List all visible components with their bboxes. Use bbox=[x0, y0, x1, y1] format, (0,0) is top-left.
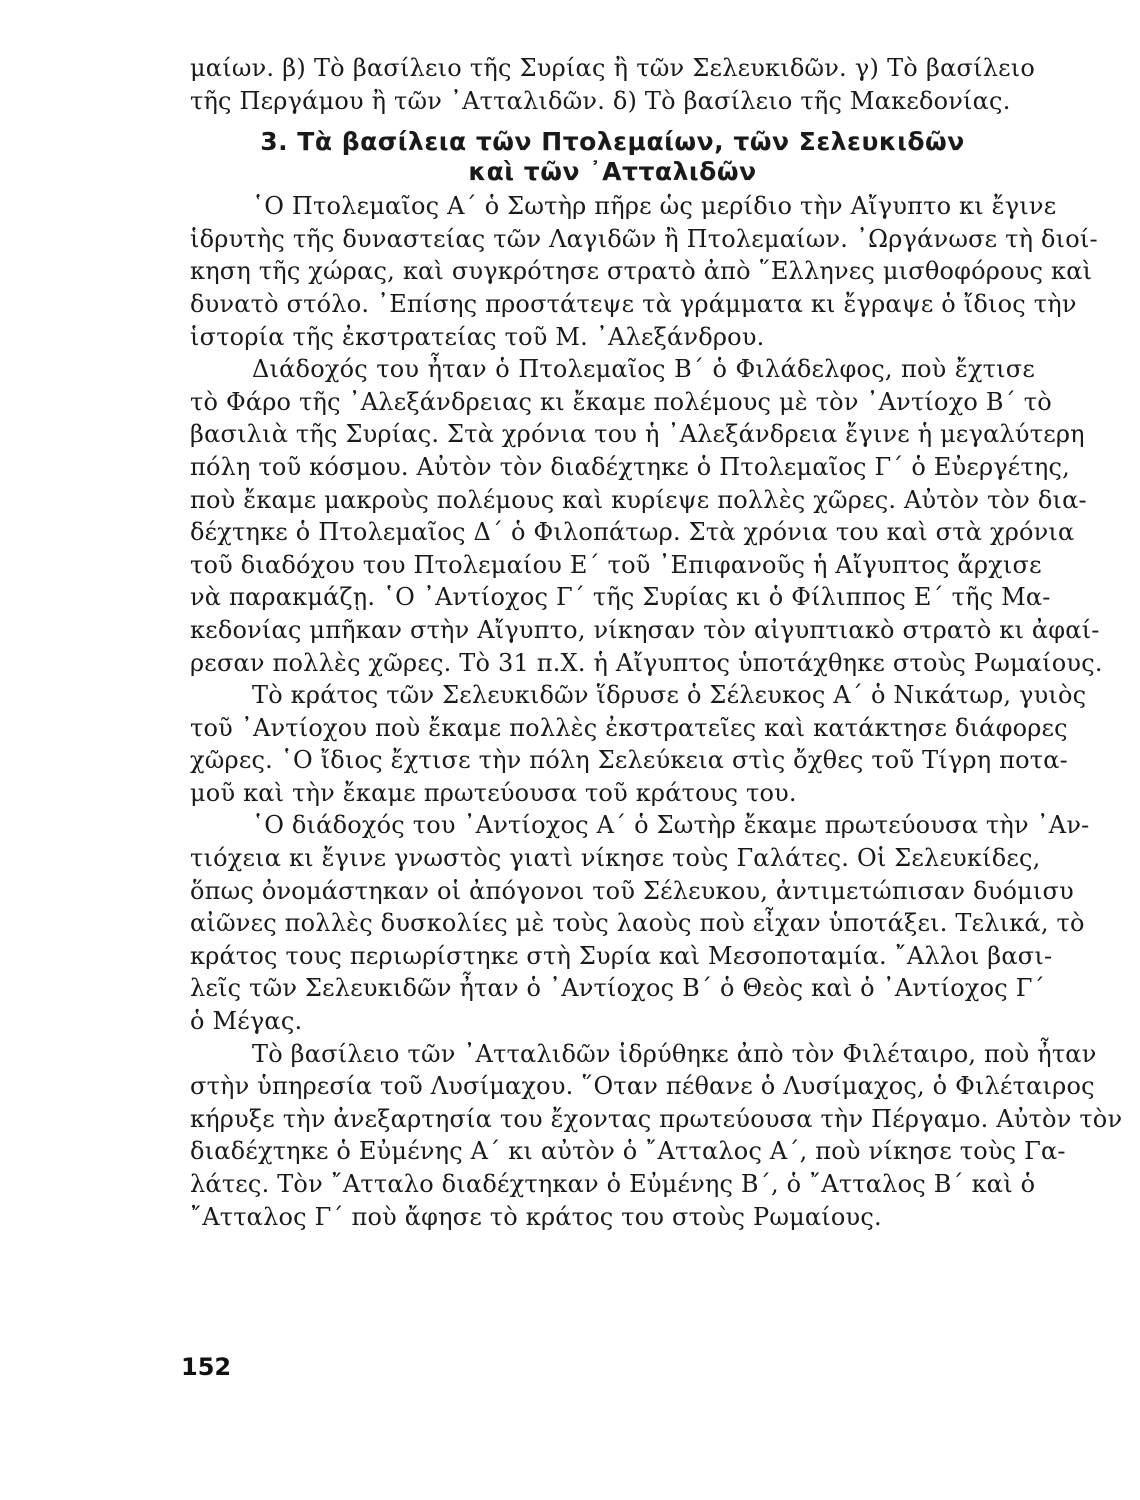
text-line: δυνατὸ στόλο. ᾿Επίσης προστάτεψε τὰ γράμματα κι ἔγραψε ὁ ἴδιος τὴν bbox=[190, 289, 1077, 318]
text-line: τοῦ διαδόχου του Πτολεμαίου Ε΄ τοῦ ᾿Επιφανοῦς ἡ Αἴγυπτος ἄρχισε bbox=[190, 550, 1042, 579]
text-line: χῶρες. ῾Ο ἴδιος ἔχτισε τὴν πόλη Σελεύκεια στὶς ὄχθες τοῦ Τίγρη ποτα- bbox=[190, 746, 1068, 775]
text-line: ῾Ο Πτολεμαῖος Α΄ ὁ Σωτὴρ πῆρε ὡς μερίδιο τὴν Αἴγυπτο κι ἔγινε bbox=[252, 192, 1057, 221]
text-line: ῎Ατταλος Γ΄ ποὺ ἄφησε τὸ κράτος του στοὺς Ρωμαίους. bbox=[190, 1202, 882, 1231]
text-line: λάτες. Τὸν ῎Ατταλο διαδέχτηκαν ὁ Εὐμένης Β΄, ὁ ῎Ατταλος Β΄ καὶ ὁ bbox=[190, 1170, 1036, 1198]
text-line: κεδονίας μπῆκαν στὴν Αἴγυπτο, νίκησαν τὸν αἰγυπτιακὸ στρατὸ κι ἀφαί- bbox=[190, 615, 1100, 644]
text-line: ὁ Μέγας. bbox=[190, 1007, 303, 1036]
text-line: κράτος τους περιωρίστηκε στὴ Συρία καὶ Μεσοποταμία. ῎Αλλοι βασι- bbox=[190, 941, 1053, 970]
text-line: βασιλιὰ τῆς Συρίας. Στὰ χρόνια του ἡ ᾿Αλεξάνδρεια ἔγινε ἡ μεγαλύτερη bbox=[190, 420, 1085, 449]
text-line: Τὸ βασίλειο τῶν ᾿Ατταλιδῶν ἱδρύθηκε ἀπὸ τὸν Φιλέταιρο, ποὺ ἦταν bbox=[252, 1039, 1097, 1068]
text-line: στὴν ὑπηρεσία τοῦ Λυσίμαχου. ῞Οταν πέθανε ὁ Λυσίμαχος, ὁ Φιλέταιρος bbox=[190, 1072, 1095, 1101]
page-body bbox=[190, 52, 1123, 1233]
text-line: ποὺ ἔκαμε μακροὺς πολέμους καὶ κυρίεψε πολλὲς χῶρες. Αὐτὸν τὸν δια- bbox=[190, 485, 1087, 514]
paragraph bbox=[190, 190, 1098, 353]
text-line: τιόχεια κι ἔγινε γνωστὸς γιατὶ νίκησε τοὺς Γαλάτες. Οἱ Σελευκίδες, bbox=[190, 844, 1041, 873]
text-line: ῾Ο διάδοχός του ᾿Αντίοχος Α΄ ὁ Σωτὴρ ἔκαμε πρωτεύουσα τὴν ᾿Αν- bbox=[252, 811, 1090, 840]
section-heading-line: καὶ τῶν ᾿Ατταλιδῶν bbox=[468, 157, 757, 187]
text-line: μαίων. β) Τὸ βασίλειο τῆς Συρίας ἢ τῶν Σελευκιδῶν. γ) Τὸ βασίλειο bbox=[190, 54, 1035, 82]
text-line: ρεσαν πολλὲς χῶρες. Τὸ 31 π.Χ. ἡ Αἴγυπτος ὑποτάχθηκε στοὺς Ρωμαίους. bbox=[190, 648, 1103, 677]
text-line: νὰ παρακμάζῃ. ῾Ο ᾿Αντίοχος Γ΄ τῆς Συρίας κι ὁ Φίλιππος Ε΄ τῆς Μα- bbox=[190, 583, 1051, 612]
paragraph bbox=[190, 353, 1103, 679]
text-line: Τὸ κράτος τῶν Σελευκιδῶν ἵδρυσε ὁ Σέλευκος Α΄ ὁ Νικάτωρ, γυιὸς bbox=[252, 681, 1087, 710]
text-line: ἱστορία τῆς ἐκστρατείας τοῦ Μ. ᾿Αλεξάνδρου. bbox=[190, 322, 765, 351]
section-heading bbox=[190, 127, 1035, 187]
text-line: τοῦ ᾿Αντίοχου ποὺ ἔκαμε πολλὲς ἐκστρατεῖες καὶ κατάκτησε διάφορες bbox=[190, 713, 1068, 742]
text-line: πόλη τοῦ κόσμου. Αὐτὸν τὸν διαδέχτηκε ὁ Πτολεμαῖος Γ΄ ὁ Εὐεργέτης, bbox=[190, 452, 1070, 481]
page-number: 152 bbox=[181, 1353, 232, 1381]
text-line: αἰῶνες πολλὲς δυσκολίες μὲ τοὺς λαοὺς ποὺ εἶχαν ὑποτάξει. Τελικά, τὸ bbox=[190, 909, 1085, 938]
text-line: τῆς Περγάμου ἢ τῶν ᾿Ατταλιδῶν. δ) Τὸ βασίλειο τῆς Μακεδονίας. bbox=[190, 86, 1011, 115]
section-heading-line: 3. Τὰ βασίλεια τῶν Πτολεμαίων, τῶν Σελευκιδῶν bbox=[260, 127, 965, 157]
text-line: διαδέχτηκε ὁ Εὐμένης Α΄ κι αὐτὸν ὁ ῎Ατταλος Α΄, ποὺ νίκησε τοὺς Γα- bbox=[190, 1137, 1066, 1166]
text-line: ἱδρυτὴς τῆς δυναστείας τῶν Λαγιδῶν ἢ Πτολεμαίων. ᾿Ωργάνωσε τὴ διοί- bbox=[190, 224, 1098, 253]
text-line: δέχτηκε ὁ Πτολεμαῖος Δ΄ ὁ Φιλοπάτωρ. Στὰ χρόνια του καὶ στὰ χρόνια bbox=[190, 518, 1075, 547]
text-line: μοῦ καὶ τὴν ἔκαμε πρωτεύουσα τοῦ κράτους του. bbox=[190, 778, 797, 807]
intro-text bbox=[190, 52, 1035, 117]
text-line: τὸ Φάρο τῆς ᾿Αλεξάνδρειας κι ἔκαμε πολέμους μὲ τὸν ᾿Αντίοχο Β΄ τὸ bbox=[190, 387, 1052, 416]
text-line: Διάδοχός του ἦταν ὁ Πτολεμαῖος Β΄ ὁ Φιλάδελφος, ποὺ ἔχτισε bbox=[252, 355, 1035, 384]
text-line: ὅπως ὀνομάστηκαν οἱ ἀπόγονοι τοῦ Σέλευκου, ἀντιμετώπισαν δυόμισυ bbox=[190, 876, 1074, 905]
paragraph bbox=[190, 1038, 1123, 1234]
text-line: κήρυξε τὴν ἀνεξαρτησία του ἔχοντας πρωτεύουσα τὴν Πέργαμο. Αὐτὸν τὸν bbox=[190, 1104, 1123, 1133]
paragraph bbox=[190, 679, 1087, 809]
text-line: λεῖς τῶν Σελευκιδῶν ἦταν ὁ ᾿Αντίοχος Β΄ ὁ Θεὸς καὶ ὁ ᾿Αντίοχος Γ΄ bbox=[190, 974, 1045, 1003]
text-line: κηση τῆς χώρας, καὶ συγκρότησε στρατὸ ἀπὸ ῞Ελληνες μισθοφόρους καὶ bbox=[190, 257, 1093, 286]
paragraph bbox=[190, 809, 1090, 1037]
